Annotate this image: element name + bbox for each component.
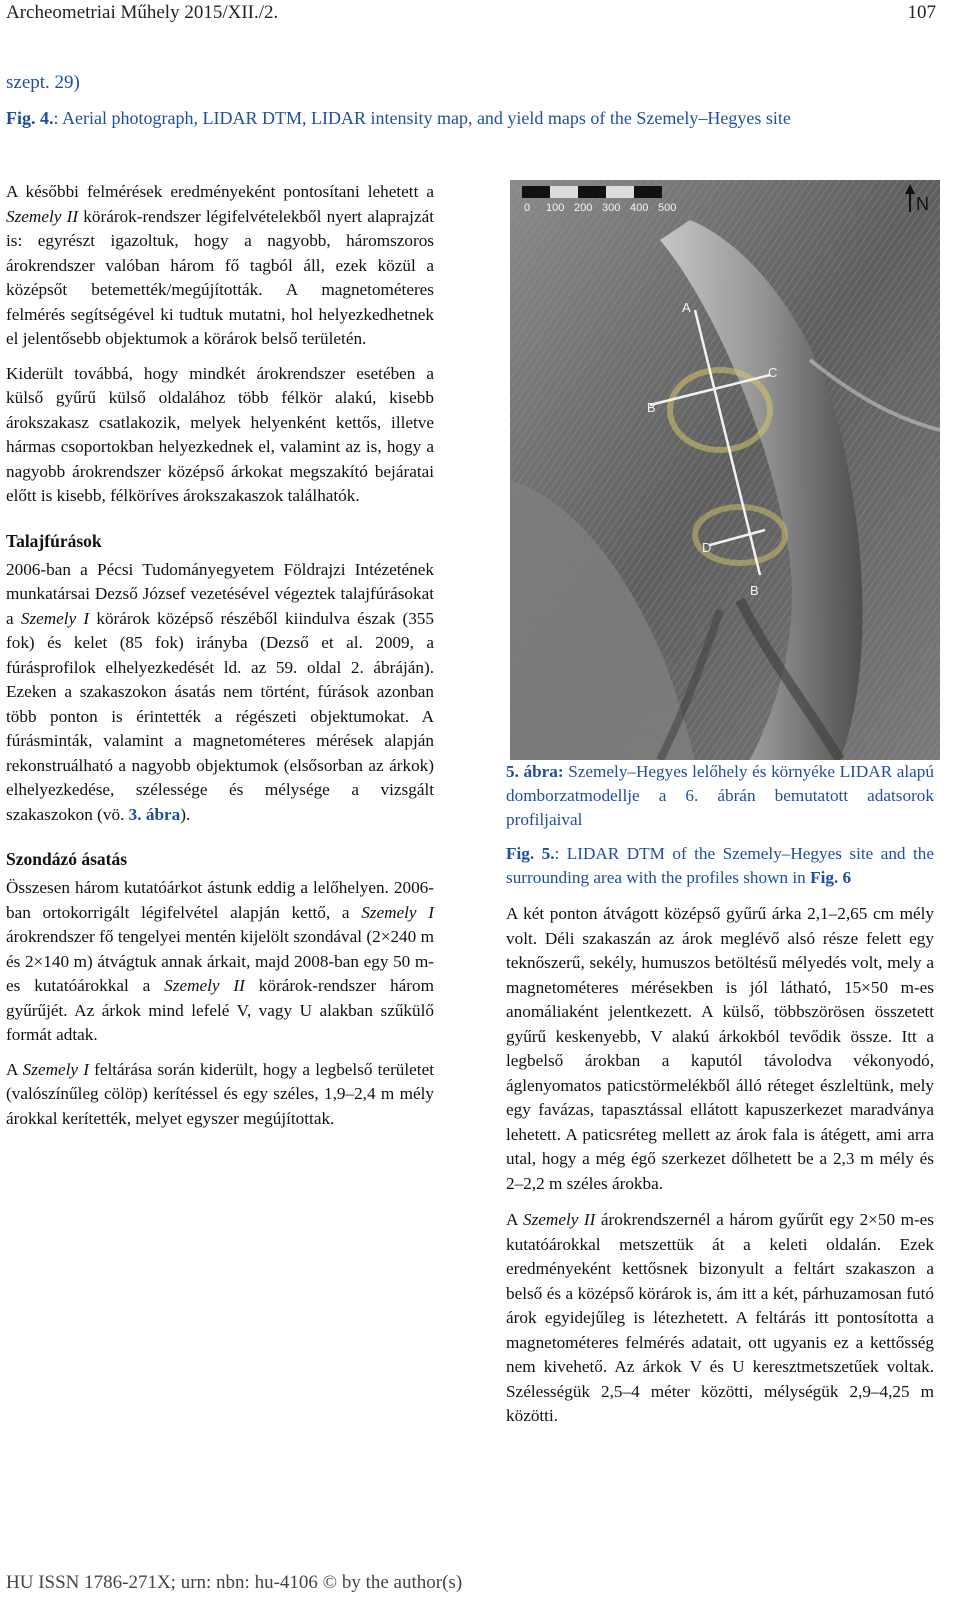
- p1-text-b: körárok-rendszer légifelvételekből nyert alaprajzát is: egyrészt igazoltuk, hogy a nagyobb, háromszoros árokrendszer valóban három fő tagból áll, ezek közül a középsőt betemették/megújították. A magnetométeres felmérés segítségével ki tudtuk mutatni, hol helyezkedhetnek el jelentősebb objektumok a körárok belső területén.: [6, 206, 434, 348]
- p7-text-a: A: [506, 1210, 524, 1229]
- figure5-text-en: : LIDAR DTM of the Szemely–Hegyes site and the surrounding area with the profiles shown in: [506, 844, 934, 887]
- scale-label: 200: [574, 202, 593, 214]
- journal-header: Archeometriai Műhely 2015/XII./2.: [6, 2, 279, 23]
- north-label: N: [916, 194, 929, 214]
- heading-talajfurasok: Talajfúrások: [6, 530, 102, 551]
- p4-italic-2: Szemely II: [164, 976, 245, 995]
- profile-label-a: A: [682, 300, 691, 315]
- figure5-caption-hu: [506, 760, 934, 832]
- date-fragment: szept. 29): [6, 72, 80, 93]
- lidar-dtm-image: [510, 180, 940, 760]
- footer-issn: HU ISSN 1786-271X; urn: nbn: hu-4106 © by the author(s): [6, 1572, 463, 1593]
- fig4-caption: [6, 108, 791, 129]
- paragraph-4: [6, 876, 434, 1048]
- p5-italic: Szemely I: [22, 1059, 89, 1079]
- paragraph-6: A két ponton átvágott középső gyűrű árka 2,1–2,65 cm mély volt. Déli szakaszán az árok meglévő alsó része felett egy teknőszerű, sekély, humuszos betöltésű mélyedés volt, mely a magnetométeres mérésekben is jól látható, 15×50 m-es anomáliaként jelentkezett. A külső, többszörösen összetett gyűrű keskenyebb, V alakú árkokból tevődik össze. Itt a legbelső árokban a kaputól távolodva vékonyodó, áglenyomatos paticstörmelékből álló réteget észleltünk, mely egy favázas, tapasztással ellátott kapuszerkezet maradványa lehetett. A paticsréteg mellett az árok fala is átégett, ami arra utal, hogy a még égő szerkezet dőlhetett be a 2,3 m mély és 2–2,2 m széles árokba.: [506, 904, 934, 1193]
- heading-szondazo-asatas: Szondázó ásatás: [6, 849, 128, 869]
- p3-italic: Szemely I: [20, 608, 90, 628]
- paragraph-2: Kiderült továbbá, hogy mindkét árokrendszer esetében a külső gyűrű külső oldalához több félkör alakú, kisebb árokszakasz csatlakozik, melyek helyenként kettős, illetve hármas csoportokban helyezkednek el, valamint az is, hogy a nagyobb árokrendszer középső árkokat megszakító bejáratai előtt is kisebb, félköríves árokszakaszok találhatók.: [6, 363, 434, 505]
- p1-text-a: A későbbi felmérések eredményeként pontosítani lehetett a: [6, 182, 434, 201]
- p7-italic: Szemely II: [523, 1210, 596, 1229]
- p3-text-b: körárok középső részéből kiindulva észak (355 fok) és kelet (85 fok) irányba (Dezső et al. 2009, a fúrásprofilok elhelyezkedését ld. az 59. oldal 2. ábráján). Ezeken a szakaszokon ásatás nem történt, fúrások azonban több ponton is érintették a régészeti objektumokat. A fúrásminták, valamint a magnetométeres mérések alapján rekonstruálható a nagyobb objektumok (elsősorban az árkok) elhelyezkedése, szélessége és mélysége a vizsgált szakaszokon (vö.: [6, 608, 434, 824]
- fig4-label: Fig. 4.: [6, 108, 54, 128]
- page-number: 107: [907, 2, 936, 23]
- profile-label-b: B: [647, 400, 656, 415]
- figure5-label-en: Fig. 5.: [506, 844, 555, 863]
- right-column: [506, 760, 934, 1429]
- fig4-text: : Aerial photograph, LIDAR DTM, LIDAR intensity map, and yield maps of the Szemely–Hegyes site: [53, 108, 791, 128]
- scale-label: 0: [524, 202, 531, 214]
- p3-figure-ref[interactable]: 3. ábra: [128, 804, 181, 824]
- paragraph-1: [6, 180, 434, 352]
- lidar-dtm-figure: [510, 180, 940, 760]
- p3-text-c: ).: [180, 804, 191, 824]
- scale-label: 300: [602, 202, 621, 214]
- p1-italic: Szemely II: [6, 206, 79, 226]
- p4-text-b: árokrendszer fő tengelyei mentén kijelölt szondával (2×240 m és 2×140 m) átvágtuk annak árkait, majd 2008-ban egy 50 m-es kutatóárokkal a: [6, 927, 434, 995]
- p3-text-a: 2006-ban a Pécsi Tudományegyetem Földrajzi Intézetének munkatársai Dezső József vezetésével végeztek talajfúrásokat a: [6, 559, 434, 628]
- p7-text-b: árokrendszernél a három gyűrűt egy 2×50 m-es kutatóárokkal metszettük át a keleti oldalán. Ezek eredményeként kettősnek bizonyult a feltárt szakaszon a belső és a középső körárok is, ám itt a két, párhuzamosan futó árok egyidejűleg is létezhetett. A feltárás itt pontosította a magnetométeres felmérés adatait, ott ugyanis ez a kettősség nem kivehető. Az árkok V és U keresztmetszetűek voltak. Szélességük 2,5–4 méter közötti, mélységük 2,9–4,25 m közötti.: [506, 1210, 934, 1425]
- paragraph-3: [6, 558, 434, 828]
- scale-label: 400: [630, 202, 649, 214]
- p4-italic-1: Szemely I: [361, 902, 434, 922]
- figure5-caption-en: [506, 842, 934, 890]
- figure5-label-hu: 5. ábra:: [506, 762, 564, 781]
- profile-label-b2: B: [750, 583, 759, 598]
- profile-label-d: D: [702, 540, 712, 555]
- p5-text-a: A: [6, 1059, 23, 1079]
- p5-text-b: feltárása során kiderült, hogy a legbelső területet (valószínűleg cölöp) kerítéssel és egy széles, 1,9–2,4 m mély árokkal kerítették, melyet egyszer megújítottak.: [6, 1059, 434, 1128]
- p4-text-c: körárok-rendszer három gyűrűjét. Az árkok mind lefelé V, vagy U alakban szűkülő formát adtak.: [6, 976, 434, 1044]
- figure5-text-hu: Szemely–Hegyes lelőhely és környéke LIDAR alapú domborzatmodellje a 6. ábrán bemutatott adatsorok profiljaival: [506, 762, 934, 829]
- scale-label: 500: [658, 202, 677, 214]
- paragraph-5: [6, 1058, 434, 1132]
- p4-text-a: Összesen három kutatóárkot ástunk eddig a lelőhelyen. 2006-ban ortokorrigált légifelvétel alapján kettő, a: [6, 878, 434, 922]
- profile-label-c: C: [768, 365, 778, 380]
- left-column: [6, 180, 434, 1131]
- scale-label: 100: [546, 202, 565, 214]
- paragraph-7: [506, 1208, 934, 1429]
- figure6-ref[interactable]: Fig. 6: [810, 868, 852, 887]
